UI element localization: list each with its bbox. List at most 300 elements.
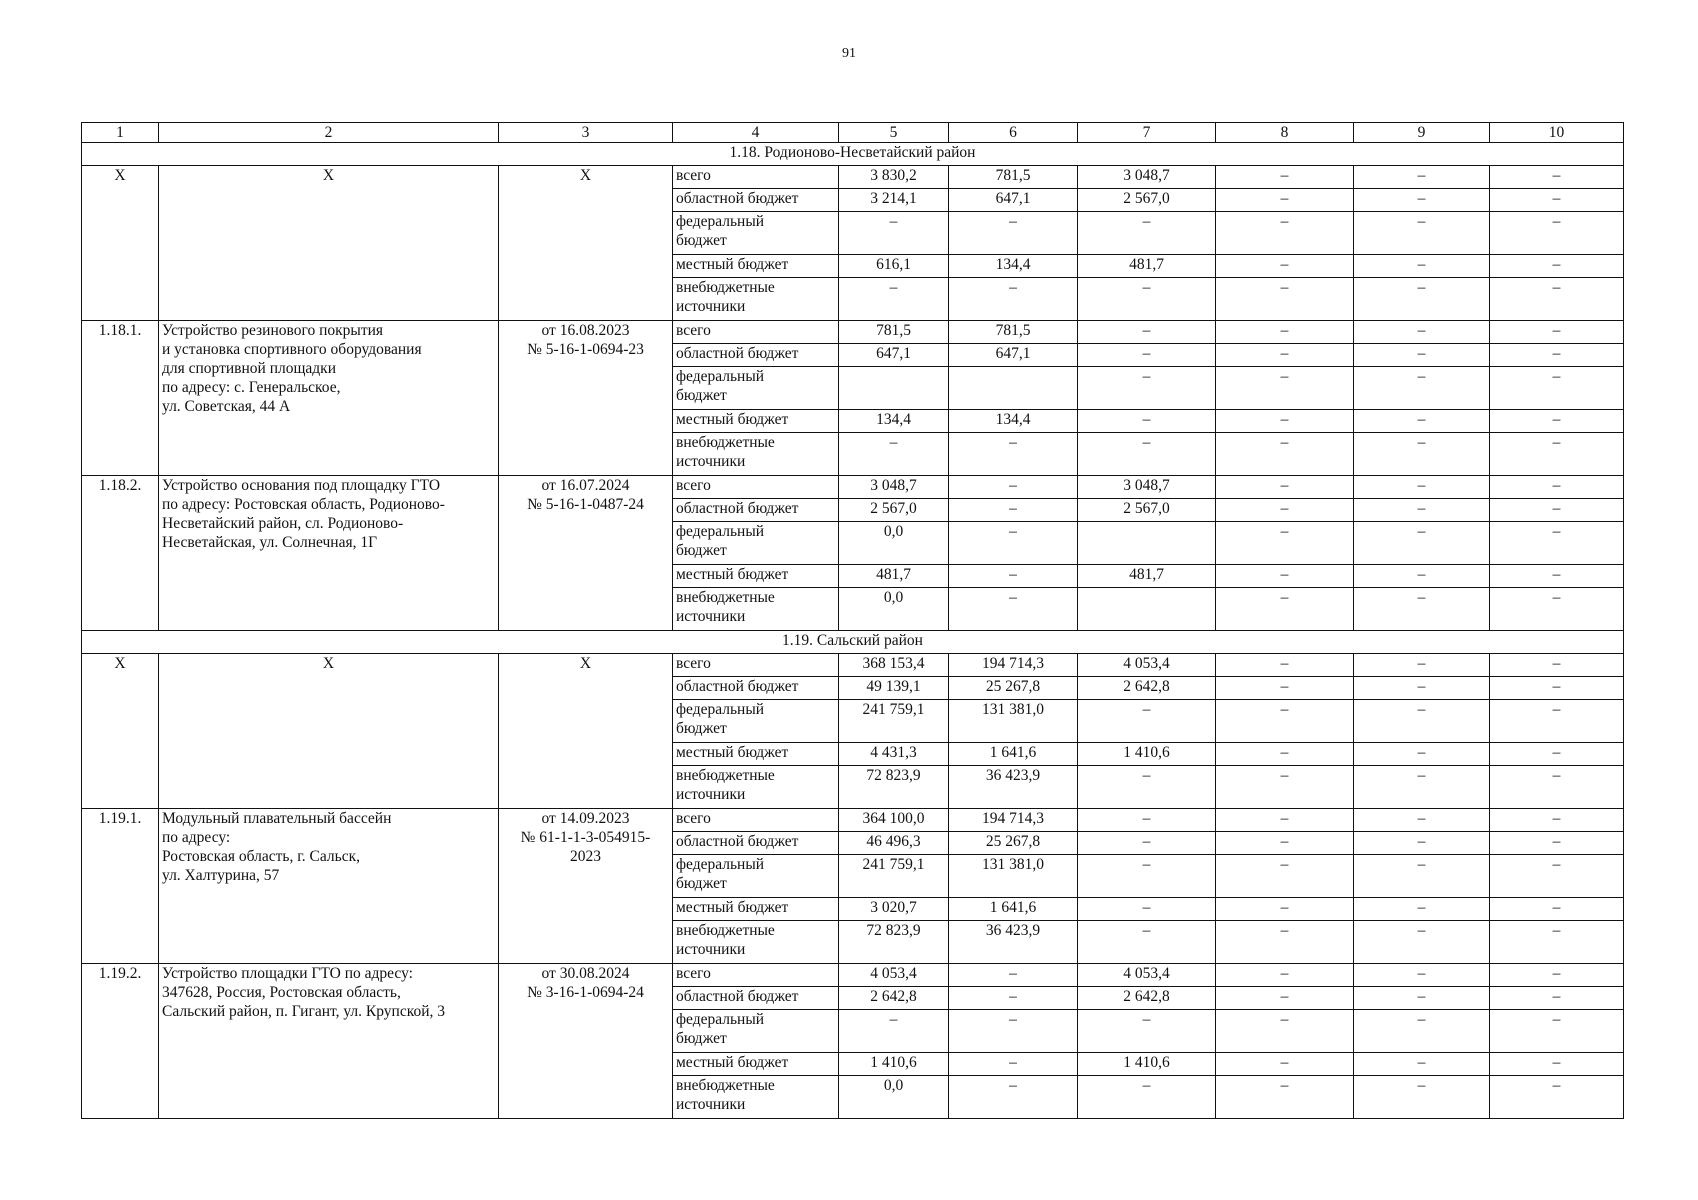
funding-source — [673, 344, 839, 367]
value-cell: 481,7 — [1078, 565, 1216, 588]
value-cell: – — [1078, 212, 1216, 255]
value-cell: 134,4 — [949, 255, 1078, 278]
document-ref — [499, 809, 673, 964]
value-cell: – — [1354, 212, 1490, 255]
cell-line: Несветайская, ул. Солнечная, 1Г — [162, 534, 378, 551]
column-header: 2 — [159, 123, 499, 143]
value-cell: – — [1490, 832, 1624, 855]
value-cell: – — [1354, 654, 1490, 677]
value-cell: – — [1078, 278, 1216, 321]
cell-line: источники — [676, 453, 746, 470]
value-cell: – — [1216, 166, 1354, 189]
value-cell: – — [1490, 212, 1624, 255]
cell-line: бюджет — [676, 1030, 727, 1047]
value-cell: – — [949, 565, 1078, 588]
value-cell: – — [1354, 433, 1490, 476]
cell-line: внебюджетные — [676, 767, 775, 784]
value-cell: – — [1354, 898, 1490, 921]
funding-source — [673, 367, 839, 410]
funding-source — [673, 278, 839, 321]
value-cell: 36 423,9 — [949, 921, 1078, 964]
value-cell: 1 641,6 — [949, 743, 1078, 766]
value-cell: – — [949, 499, 1078, 522]
value-cell: – — [1078, 367, 1216, 410]
cell-line: Х — [579, 167, 592, 184]
column-header: 7 — [1078, 123, 1216, 143]
cell-line: бюджет — [676, 232, 727, 249]
cell-line: местный бюджет — [676, 744, 789, 761]
value-cell: 2 642,8 — [1078, 987, 1216, 1010]
value-cell: 241 759,1 — [839, 700, 949, 743]
value-cell: – — [1490, 677, 1624, 700]
cell-line: от 14.09.2023 — [541, 810, 630, 827]
value-cell: 72 823,9 — [839, 766, 949, 809]
object-name — [159, 964, 499, 1119]
value-cell: – — [1078, 433, 1216, 476]
value-cell: – — [1354, 367, 1490, 410]
value-cell: 0,0 — [839, 588, 949, 631]
funding-source — [673, 1053, 839, 1076]
cell-line: Устройство основания под площадку ГТО — [162, 477, 441, 494]
cell-line: бюджет — [676, 387, 727, 404]
value-cell: 781,5 — [949, 321, 1078, 344]
value-cell: 0,0 — [839, 1076, 949, 1119]
value-cell: – — [949, 476, 1078, 499]
item-number: Х — [82, 166, 159, 321]
cell-line: по адресу: с. Генеральское, — [162, 379, 341, 396]
value-cell: 2 642,8 — [1078, 677, 1216, 700]
value-cell: – — [1354, 921, 1490, 964]
cell-line: № 3-16-1-0694-24 — [527, 984, 644, 1001]
value-cell: – — [1354, 476, 1490, 499]
value-cell: – — [1354, 743, 1490, 766]
value-cell: – — [839, 433, 949, 476]
cell-line: бюджет — [676, 875, 727, 892]
value-cell: – — [1490, 433, 1624, 476]
cell-line: федеральный — [676, 368, 765, 385]
cell-line: внебюджетные — [676, 589, 775, 606]
value-cell: – — [1216, 654, 1354, 677]
cell-line: ул. Халтурина, 57 — [162, 867, 280, 884]
value-cell: – — [1354, 766, 1490, 809]
value-cell: – — [1216, 809, 1354, 832]
value-cell: 3 048,7 — [839, 476, 949, 499]
document-ref — [499, 321, 673, 476]
value-cell: – — [1078, 809, 1216, 832]
funding-source — [673, 964, 839, 987]
item-number: 1.19.2. — [82, 964, 159, 1119]
value-cell: 4 053,4 — [1078, 654, 1216, 677]
value-cell: – — [1216, 189, 1354, 212]
value-cell: 2 567,0 — [1078, 189, 1216, 212]
funding-source — [673, 987, 839, 1010]
funding-source — [673, 743, 839, 766]
cell-line: местный бюджет — [676, 411, 789, 428]
value-cell: 134,4 — [839, 410, 949, 433]
value-cell: 2 567,0 — [839, 499, 949, 522]
value-cell: – — [1490, 278, 1624, 321]
cell-line: всего — [676, 810, 711, 827]
value-cell: – — [949, 1053, 1078, 1076]
cell-line: от 16.08.2023 — [541, 322, 630, 339]
value-cell: – — [1216, 212, 1354, 255]
cell-line: внебюджетные — [676, 1077, 775, 1094]
cell-line: по адресу: — [162, 829, 231, 846]
header-row — [82, 123, 1624, 143]
value-cell: – — [1490, 987, 1624, 1010]
cell-line: областной бюджет — [676, 678, 799, 695]
section-title: 1.18. Родионово-Несветайский район — [82, 143, 1624, 166]
value-cell: – — [1354, 809, 1490, 832]
value-cell: 364 100,0 — [839, 809, 949, 832]
cell-line: источники — [676, 608, 746, 625]
value-cell: – — [1490, 565, 1624, 588]
value-cell: – — [1490, 166, 1624, 189]
value-cell: – — [1354, 278, 1490, 321]
funding-source — [673, 832, 839, 855]
value-cell: – — [1216, 255, 1354, 278]
cell-line: Ростовская область, г. Сальск, — [162, 848, 360, 865]
cell-line: областной бюджет — [676, 345, 799, 362]
budget-table — [81, 122, 1624, 1119]
value-cell: – — [1490, 1010, 1624, 1053]
value-cell: 131 381,0 — [949, 855, 1078, 898]
value-cell: – — [1354, 499, 1490, 522]
value-cell: – — [1490, 344, 1624, 367]
value-cell: – — [1490, 522, 1624, 565]
section-row — [82, 631, 1624, 654]
value-cell: – — [1490, 588, 1624, 631]
value-cell: – — [1490, 700, 1624, 743]
table-row — [82, 166, 1624, 189]
value-cell: – — [1490, 1053, 1624, 1076]
value-cell: – — [1078, 1010, 1216, 1053]
value-cell: – — [1216, 1076, 1354, 1119]
value-cell: 134,4 — [949, 410, 1078, 433]
cell-line: областной бюджет — [676, 500, 799, 517]
value-cell: – — [949, 964, 1078, 987]
value-cell: – — [1216, 700, 1354, 743]
value-cell: – — [1354, 522, 1490, 565]
value-cell — [839, 367, 949, 410]
value-cell: – — [949, 212, 1078, 255]
value-cell: – — [1490, 410, 1624, 433]
cell-line: местный бюджет — [676, 256, 789, 273]
value-cell: 481,7 — [1078, 255, 1216, 278]
value-cell: – — [1216, 367, 1354, 410]
value-cell: – — [839, 212, 949, 255]
value-cell: – — [1216, 987, 1354, 1010]
value-cell: – — [1216, 921, 1354, 964]
cell-line: Х — [322, 655, 335, 672]
value-cell: – — [1354, 855, 1490, 898]
value-cell: – — [1354, 677, 1490, 700]
value-cell: – — [1490, 766, 1624, 809]
funding-source — [673, 476, 839, 499]
value-cell: – — [1216, 433, 1354, 476]
value-cell: – — [1078, 766, 1216, 809]
value-cell: 481,7 — [839, 565, 949, 588]
value-cell: – — [1354, 189, 1490, 212]
item-number: 1.18.2. — [82, 476, 159, 631]
document-ref — [499, 654, 673, 809]
value-cell: – — [1078, 700, 1216, 743]
document-ref — [499, 964, 673, 1119]
cell-line: внебюджетные — [676, 434, 775, 451]
value-cell: – — [1216, 522, 1354, 565]
value-cell: 2 567,0 — [1078, 499, 1216, 522]
value-cell: 781,5 — [839, 321, 949, 344]
value-cell: 131 381,0 — [949, 700, 1078, 743]
value-cell: 36 423,9 — [949, 766, 1078, 809]
funding-source — [673, 522, 839, 565]
cell-line: источники — [676, 941, 746, 958]
object-name — [159, 476, 499, 631]
value-cell: – — [1490, 898, 1624, 921]
column-header: 4 — [673, 123, 839, 143]
value-cell: – — [949, 522, 1078, 565]
cell-line: местный бюджет — [676, 566, 789, 583]
column-header: 8 — [1216, 123, 1354, 143]
value-cell: – — [1078, 410, 1216, 433]
cell-line: Х — [579, 655, 592, 672]
funding-source — [673, 700, 839, 743]
value-cell: – — [1354, 588, 1490, 631]
value-cell: – — [1216, 832, 1354, 855]
value-cell: – — [949, 433, 1078, 476]
table-row — [82, 476, 1624, 499]
value-cell: – — [1354, 255, 1490, 278]
funding-source — [673, 855, 839, 898]
value-cell: – — [1354, 700, 1490, 743]
funding-source — [673, 255, 839, 278]
value-cell: – — [1078, 898, 1216, 921]
value-cell: 49 139,1 — [839, 677, 949, 700]
cell-line: № 5-16-1-0487-24 — [527, 496, 644, 513]
value-cell: – — [1490, 654, 1624, 677]
value-cell: 647,1 — [949, 344, 1078, 367]
cell-line: Сальский район, п. Гигант, ул. Крупской, 3 — [162, 1003, 446, 1020]
value-cell: – — [1490, 855, 1624, 898]
value-cell: – — [1354, 1076, 1490, 1119]
value-cell: 1 641,6 — [949, 898, 1078, 921]
table-row — [82, 654, 1624, 677]
value-cell: – — [1216, 499, 1354, 522]
value-cell: – — [1354, 987, 1490, 1010]
funding-source — [673, 766, 839, 809]
value-cell: – — [1490, 189, 1624, 212]
value-cell: – — [1490, 321, 1624, 344]
value-cell: 647,1 — [839, 344, 949, 367]
cell-line: областной бюджет — [676, 190, 799, 207]
value-cell: 4 053,4 — [839, 964, 949, 987]
cell-line: от 30.08.2024 — [541, 965, 630, 982]
cell-line: федеральный — [676, 701, 765, 718]
value-cell: – — [1490, 367, 1624, 410]
value-cell: 2 642,8 — [839, 987, 949, 1010]
cell-line: № 61-1-1-3-054915- — [520, 829, 651, 846]
value-cell — [949, 367, 1078, 410]
value-cell: 1 410,6 — [1078, 743, 1216, 766]
value-cell: – — [1490, 499, 1624, 522]
value-cell: – — [839, 278, 949, 321]
cell-line: местный бюджет — [676, 899, 789, 916]
cell-line: федеральный — [676, 856, 765, 873]
cell-line: всего — [676, 322, 711, 339]
section-row — [82, 143, 1624, 166]
value-cell: – — [1216, 855, 1354, 898]
value-cell: – — [1354, 344, 1490, 367]
page-number: 91 — [842, 46, 856, 61]
cell-line: всего — [676, 965, 711, 982]
value-cell: 4 431,3 — [839, 743, 949, 766]
value-cell: 25 267,8 — [949, 677, 1078, 700]
cell-line: источники — [676, 786, 746, 803]
funding-source — [673, 1010, 839, 1053]
value-cell: – — [949, 1076, 1078, 1119]
value-cell: – — [1078, 855, 1216, 898]
funding-source — [673, 321, 839, 344]
value-cell: – — [1216, 565, 1354, 588]
cell-line: местный бюджет — [676, 1054, 789, 1071]
funding-source — [673, 166, 839, 189]
value-cell: – — [949, 278, 1078, 321]
value-cell: 781,5 — [949, 166, 1078, 189]
value-cell: 72 823,9 — [839, 921, 949, 964]
value-cell: – — [1216, 677, 1354, 700]
funding-source — [673, 921, 839, 964]
cell-line: областной бюджет — [676, 833, 799, 850]
funding-source — [673, 677, 839, 700]
object-name — [159, 809, 499, 964]
funding-source — [673, 499, 839, 522]
value-cell: – — [1078, 921, 1216, 964]
value-cell — [1078, 522, 1216, 565]
value-cell: – — [1216, 1053, 1354, 1076]
value-cell: 194 714,3 — [949, 809, 1078, 832]
value-cell: 1 410,6 — [1078, 1053, 1216, 1076]
value-cell: – — [1216, 964, 1354, 987]
column-header: 6 — [949, 123, 1078, 143]
cell-line: и установка спортивного оборудования — [162, 341, 422, 358]
value-cell: – — [1216, 344, 1354, 367]
value-cell: 3 830,2 — [839, 166, 949, 189]
value-cell: – — [1354, 1053, 1490, 1076]
cell-line: бюджет — [676, 720, 727, 737]
cell-line: источники — [676, 1096, 746, 1113]
value-cell: 0,0 — [839, 522, 949, 565]
value-cell: – — [1216, 278, 1354, 321]
value-cell: 3 048,7 — [1078, 476, 1216, 499]
value-cell: – — [1354, 832, 1490, 855]
funding-source — [673, 433, 839, 476]
column-header: 5 — [839, 123, 949, 143]
funding-source — [673, 898, 839, 921]
cell-line: Устройство площадки ГТО по адресу: — [162, 965, 413, 982]
object-name — [159, 166, 499, 321]
item-number: 1.19.1. — [82, 809, 159, 964]
funding-source — [673, 809, 839, 832]
value-cell: 4 053,4 — [1078, 964, 1216, 987]
value-cell: 647,1 — [949, 189, 1078, 212]
value-cell: – — [1490, 743, 1624, 766]
funding-source — [673, 1076, 839, 1119]
funding-source — [673, 189, 839, 212]
cell-line: источники — [676, 298, 746, 315]
value-cell: – — [1216, 321, 1354, 344]
cell-line: ул. Советская, 44 А — [162, 398, 291, 415]
table-row — [82, 964, 1624, 987]
value-cell: 241 759,1 — [839, 855, 949, 898]
table-row — [82, 809, 1624, 832]
value-cell: – — [1216, 743, 1354, 766]
value-cell: 46 496,3 — [839, 832, 949, 855]
document-ref — [499, 166, 673, 321]
value-cell: – — [1354, 166, 1490, 189]
value-cell: 368 153,4 — [839, 654, 949, 677]
funding-source — [673, 410, 839, 433]
value-cell: 25 267,8 — [949, 832, 1078, 855]
cell-line: всего — [676, 167, 711, 184]
value-cell: – — [1078, 832, 1216, 855]
section-title: 1.19. Сальский район — [82, 631, 1624, 654]
object-name — [159, 654, 499, 809]
value-cell: – — [1354, 1010, 1490, 1053]
value-cell: – — [949, 588, 1078, 631]
value-cell: – — [1490, 964, 1624, 987]
value-cell: – — [949, 1010, 1078, 1053]
document-ref — [499, 476, 673, 631]
cell-line: федеральный — [676, 213, 765, 230]
value-cell: 194 714,3 — [949, 654, 1078, 677]
value-cell: – — [1216, 588, 1354, 631]
value-cell: – — [949, 987, 1078, 1010]
value-cell: – — [1354, 410, 1490, 433]
value-cell — [1078, 588, 1216, 631]
value-cell: – — [1490, 1076, 1624, 1119]
table-row — [82, 321, 1624, 344]
item-number: 1.18.1. — [82, 321, 159, 476]
value-cell: – — [1078, 344, 1216, 367]
value-cell: – — [1078, 1076, 1216, 1119]
value-cell: – — [839, 1010, 949, 1053]
value-cell: 3 214,1 — [839, 189, 949, 212]
value-cell: – — [1354, 565, 1490, 588]
cell-line: Несветайский район, сл. Родионово- — [162, 515, 404, 532]
funding-source — [673, 654, 839, 677]
cell-line: федеральный — [676, 523, 765, 540]
value-cell: – — [1354, 321, 1490, 344]
value-cell: – — [1490, 476, 1624, 499]
cell-line: от 16.07.2024 — [541, 477, 630, 494]
value-cell: – — [1354, 964, 1490, 987]
column-header: 10 — [1490, 123, 1624, 143]
funding-source — [673, 565, 839, 588]
cell-line: 2023 — [570, 848, 601, 865]
cell-line: 347628, Россия, Ростовская область, — [162, 984, 401, 1001]
funding-source — [673, 212, 839, 255]
cell-line: всего — [676, 655, 711, 672]
column-header: 1 — [82, 123, 159, 143]
object-name — [159, 321, 499, 476]
value-cell: – — [1490, 809, 1624, 832]
column-header: 3 — [499, 123, 673, 143]
cell-line: всего — [676, 477, 711, 494]
value-cell: – — [1216, 1010, 1354, 1053]
value-cell: 1 410,6 — [839, 1053, 949, 1076]
cell-line: бюджет — [676, 542, 727, 559]
cell-line: областной бюджет — [676, 988, 799, 1005]
